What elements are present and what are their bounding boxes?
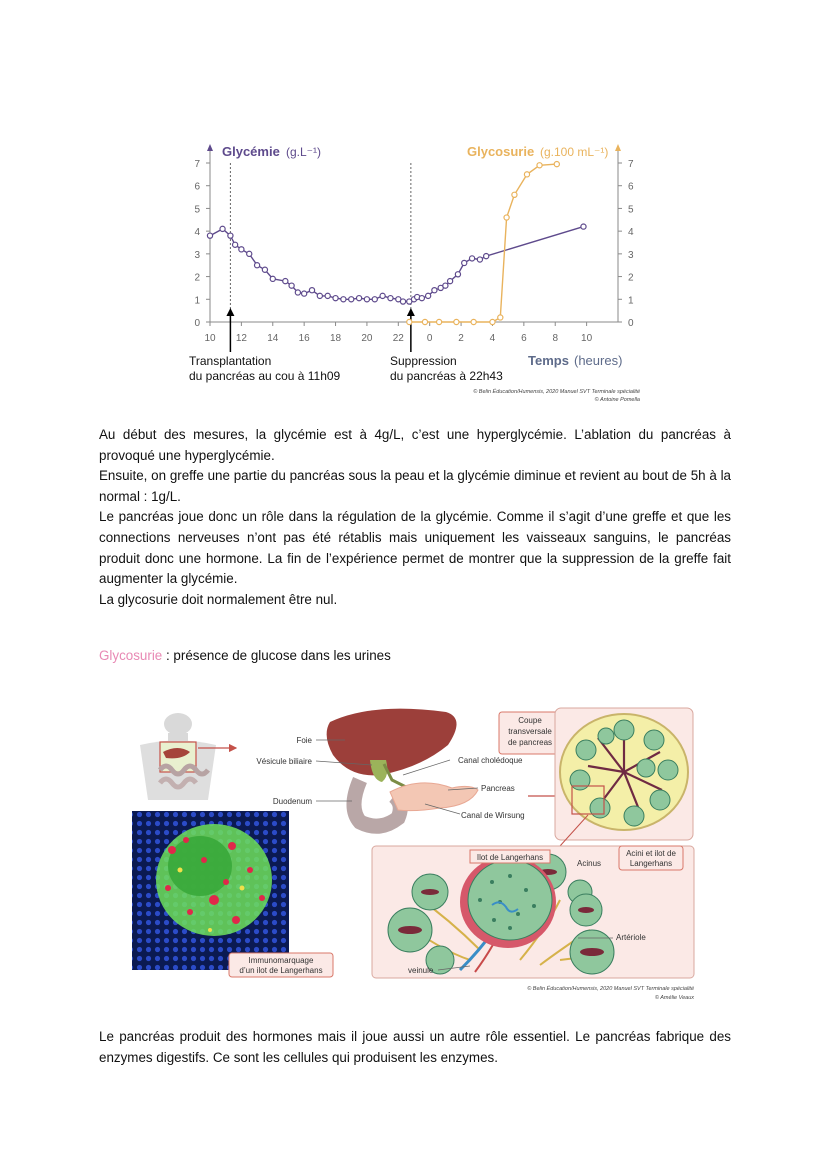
figure-credit-1: © Belin Éducation/Humensis, 2020 Manuel SVT Terminale spécialité: [527, 986, 694, 992]
label-pancreas: Pancreas: [481, 784, 515, 793]
paragraph-1: Au début des mesures, la glycémie est à 4g/L, c’est une hyperglycémie. L’ablation du pancréas à provoqué une hyperglycémie.: [99, 427, 731, 463]
x-tick-label: 14: [267, 333, 279, 344]
event-label-1-line1: Transplantation: [189, 354, 272, 368]
label-vesicule: Vésicule biliaire: [256, 757, 312, 766]
label-ilot: Ilot de Langerhans: [476, 853, 544, 862]
data-point-glycosurie: [512, 192, 517, 197]
label-veinule: veinule: [408, 966, 434, 975]
right-axis-arrow-icon: [615, 144, 621, 151]
label-coupe-3: de pancreas: [507, 738, 553, 747]
x-axis-unit: (heures): [574, 353, 623, 368]
label-canal-choledoque: Canal cholédoque: [458, 756, 523, 765]
definition-term: Glycosurie: [99, 648, 163, 663]
y-tick-label-right: 3: [628, 249, 634, 261]
data-point-glycemie: [372, 297, 377, 302]
data-point-glycemie: [443, 283, 448, 288]
paragraph-2: Ensuite, on greffe une partie du pancréas sous la peau et la glycémie diminue et revient au bout de 5h à la normal : 1g/L.: [99, 468, 731, 504]
x-tick-label: 12: [235, 333, 247, 344]
data-point-glycemie: [333, 296, 338, 301]
label-acinus: Acinus: [577, 859, 602, 868]
data-point-glycosurie: [407, 319, 412, 324]
y-tick-label-left: 3: [194, 249, 200, 261]
data-point-glycemie: [380, 293, 385, 298]
data-point-glycemie: [469, 256, 474, 261]
label-coupe-1: Coupe: [518, 716, 542, 725]
data-point-glycosurie: [490, 319, 495, 324]
y-tick-label-left: 0: [194, 318, 200, 329]
label-arteriole: Artériole: [616, 933, 646, 942]
y-tick-label-left: 6: [194, 181, 200, 193]
figure-credit-2: © Amélie Veaux: [654, 995, 694, 1001]
chart-credit-1: © Belin Éducation/Humensis, 2020 Manuel SVT Terminale spécialité: [473, 389, 640, 395]
y-tick-label-left: 1: [194, 295, 200, 307]
closing-paragraph: [99, 1027, 731, 1068]
y-tick-label-right: 4: [628, 227, 634, 239]
data-point-glycemie: [462, 260, 467, 265]
event-label-2-line1: Suppression: [390, 354, 457, 368]
label-coupe-2: transversale: [508, 727, 552, 736]
series-line-glycemie: [210, 227, 584, 302]
data-point-glycemie: [270, 276, 275, 281]
data-point-glycemie: [364, 297, 369, 302]
label-immuno-2: d’un ilot de Langerhans: [239, 966, 323, 975]
data-point-glycemie: [349, 297, 354, 302]
y-tick-label-left: 2: [194, 272, 200, 284]
label-immuno-1: Immunomarquage: [248, 956, 314, 965]
definition: [99, 646, 731, 667]
body-silhouette-icon: [140, 713, 236, 800]
data-point-glycemie: [581, 224, 586, 229]
data-point-glycemie: [388, 296, 393, 301]
explanation-text: [99, 425, 731, 610]
gallbladder-icon: [370, 760, 387, 782]
x-tick-label: 10: [204, 333, 216, 344]
data-point-glycemie: [228, 233, 233, 238]
x-tick-label: 16: [298, 333, 310, 344]
x-tick-label: 22: [392, 333, 404, 344]
data-point-glycosurie: [422, 319, 427, 324]
closing-text: Le pancréas produit des hormones mais il joue aussi un autre rôle essentiel. Le pancréas fabrique des enzymes digestifs. Ce sont les cellules qui produisent les enzymes.: [99, 1029, 731, 1065]
y-tick-label-left: 4: [194, 227, 200, 239]
pancreas-cross-section: [560, 714, 688, 830]
data-point-glycemie: [356, 296, 361, 301]
data-point-glycemie: [341, 297, 346, 302]
event-label-1-line2: du pancréas au cou à 11h09: [189, 369, 341, 383]
label-duodenum: Duodenum: [272, 797, 312, 806]
data-point-glycosurie: [524, 172, 529, 177]
data-point-glycosurie: [504, 215, 509, 220]
right-axis-label: Glycosurie: [467, 144, 535, 159]
data-point-glycosurie: [554, 162, 559, 167]
data-point-glycosurie: [437, 319, 442, 324]
y-tick-label-right: 1: [628, 295, 634, 307]
data-point-glycemie: [239, 247, 244, 252]
event-arrow-icon: [226, 308, 234, 316]
y-tick-label-right: 0: [628, 318, 634, 329]
left-axis-unit: (g.L⁻¹): [286, 145, 322, 159]
immunostaining-image: [132, 811, 289, 970]
label-acini-1: Acini et ilot de: [626, 849, 676, 858]
label-acini-2: Langerhans: [629, 859, 673, 868]
x-tick-label: 0: [426, 333, 433, 344]
paragraph-4: La glycosurie doit normalement être nul.: [99, 591, 338, 607]
data-point-glycemie: [400, 299, 405, 304]
left-axis-label: Glycémie: [222, 144, 280, 159]
left-axis-arrow-icon: [207, 144, 213, 151]
data-point-glycemie: [302, 291, 307, 296]
label-foie: Foie: [296, 736, 312, 745]
data-point-glycemie: [262, 267, 267, 272]
data-point-glycemie: [432, 288, 437, 293]
chart-credit-2: © Antoine Pomella: [594, 397, 640, 403]
data-point-glycemie: [309, 288, 314, 293]
y-tick-label-right: 5: [628, 204, 634, 216]
x-tick-label: 18: [329, 333, 342, 344]
data-point-glycemie: [283, 279, 288, 284]
label-canal-wirsung: Canal de Wirsung: [461, 811, 525, 820]
data-point-glycemie: [220, 226, 225, 231]
data-point-glycosurie: [454, 319, 459, 324]
liver-icon: [327, 709, 457, 776]
data-point-glycemie: [447, 279, 452, 284]
data-point-glycemie: [207, 233, 212, 238]
x-tick-label: 2: [458, 333, 464, 344]
y-tick-label-left: 5: [194, 204, 200, 216]
data-point-glycemie: [247, 251, 252, 256]
x-tick-label: 20: [361, 333, 373, 344]
data-point-glycemie: [455, 272, 460, 277]
x-tick-label: 10: [581, 333, 593, 344]
data-point-glycosurie: [471, 319, 476, 324]
data-point-glycemie: [325, 293, 330, 298]
right-axis-unit: (g.100 mL⁻¹): [540, 145, 609, 159]
data-point-glycemie: [254, 263, 259, 268]
data-point-glycemie: [289, 283, 294, 288]
glycemia-chart: [0, 0, 828, 410]
y-tick-label-right: 6: [628, 181, 634, 193]
data-point-glycemie: [484, 254, 489, 259]
duodenum-icon: [354, 780, 400, 826]
series-line-glycosurie: [409, 164, 557, 322]
y-tick-label-left: 7: [194, 159, 200, 170]
y-tick-label-right: 7: [628, 159, 634, 170]
paragraph-3: Le pancréas joue donc un rôle dans la régulation de la glycémie. Comme il s’agit d’une greffe et que les connections nerveuses n’ont pas été rétablis mais uniquement les vaisseaux sanguins, le pancréas produit donc une hormone. La fin de l’expérience permet de montrer que la suppression de la greffe fait augmenter la glycémie.: [99, 509, 731, 587]
data-point-glycemie: [477, 257, 482, 262]
pancreas-figure: [0, 690, 828, 1010]
x-tick-label: 6: [521, 333, 527, 344]
x-axis-label: Temps: [528, 353, 569, 368]
x-tick-label: 4: [489, 333, 496, 344]
data-point-glycosurie: [498, 315, 503, 320]
y-tick-label-right: 2: [628, 272, 634, 284]
definition-text: : présence de glucose dans les urines: [162, 648, 391, 663]
event-arrow-icon: [407, 308, 415, 316]
data-point-glycemie: [419, 296, 424, 301]
data-point-glycemie: [426, 293, 431, 298]
data-point-glycosurie: [537, 163, 542, 168]
data-point-glycemie: [233, 242, 238, 247]
data-point-glycemie: [317, 293, 322, 298]
x-tick-label: 8: [552, 333, 559, 344]
data-point-glycemie: [295, 290, 300, 295]
event-label-2-line2: du pancréas à 22h43: [390, 369, 503, 383]
